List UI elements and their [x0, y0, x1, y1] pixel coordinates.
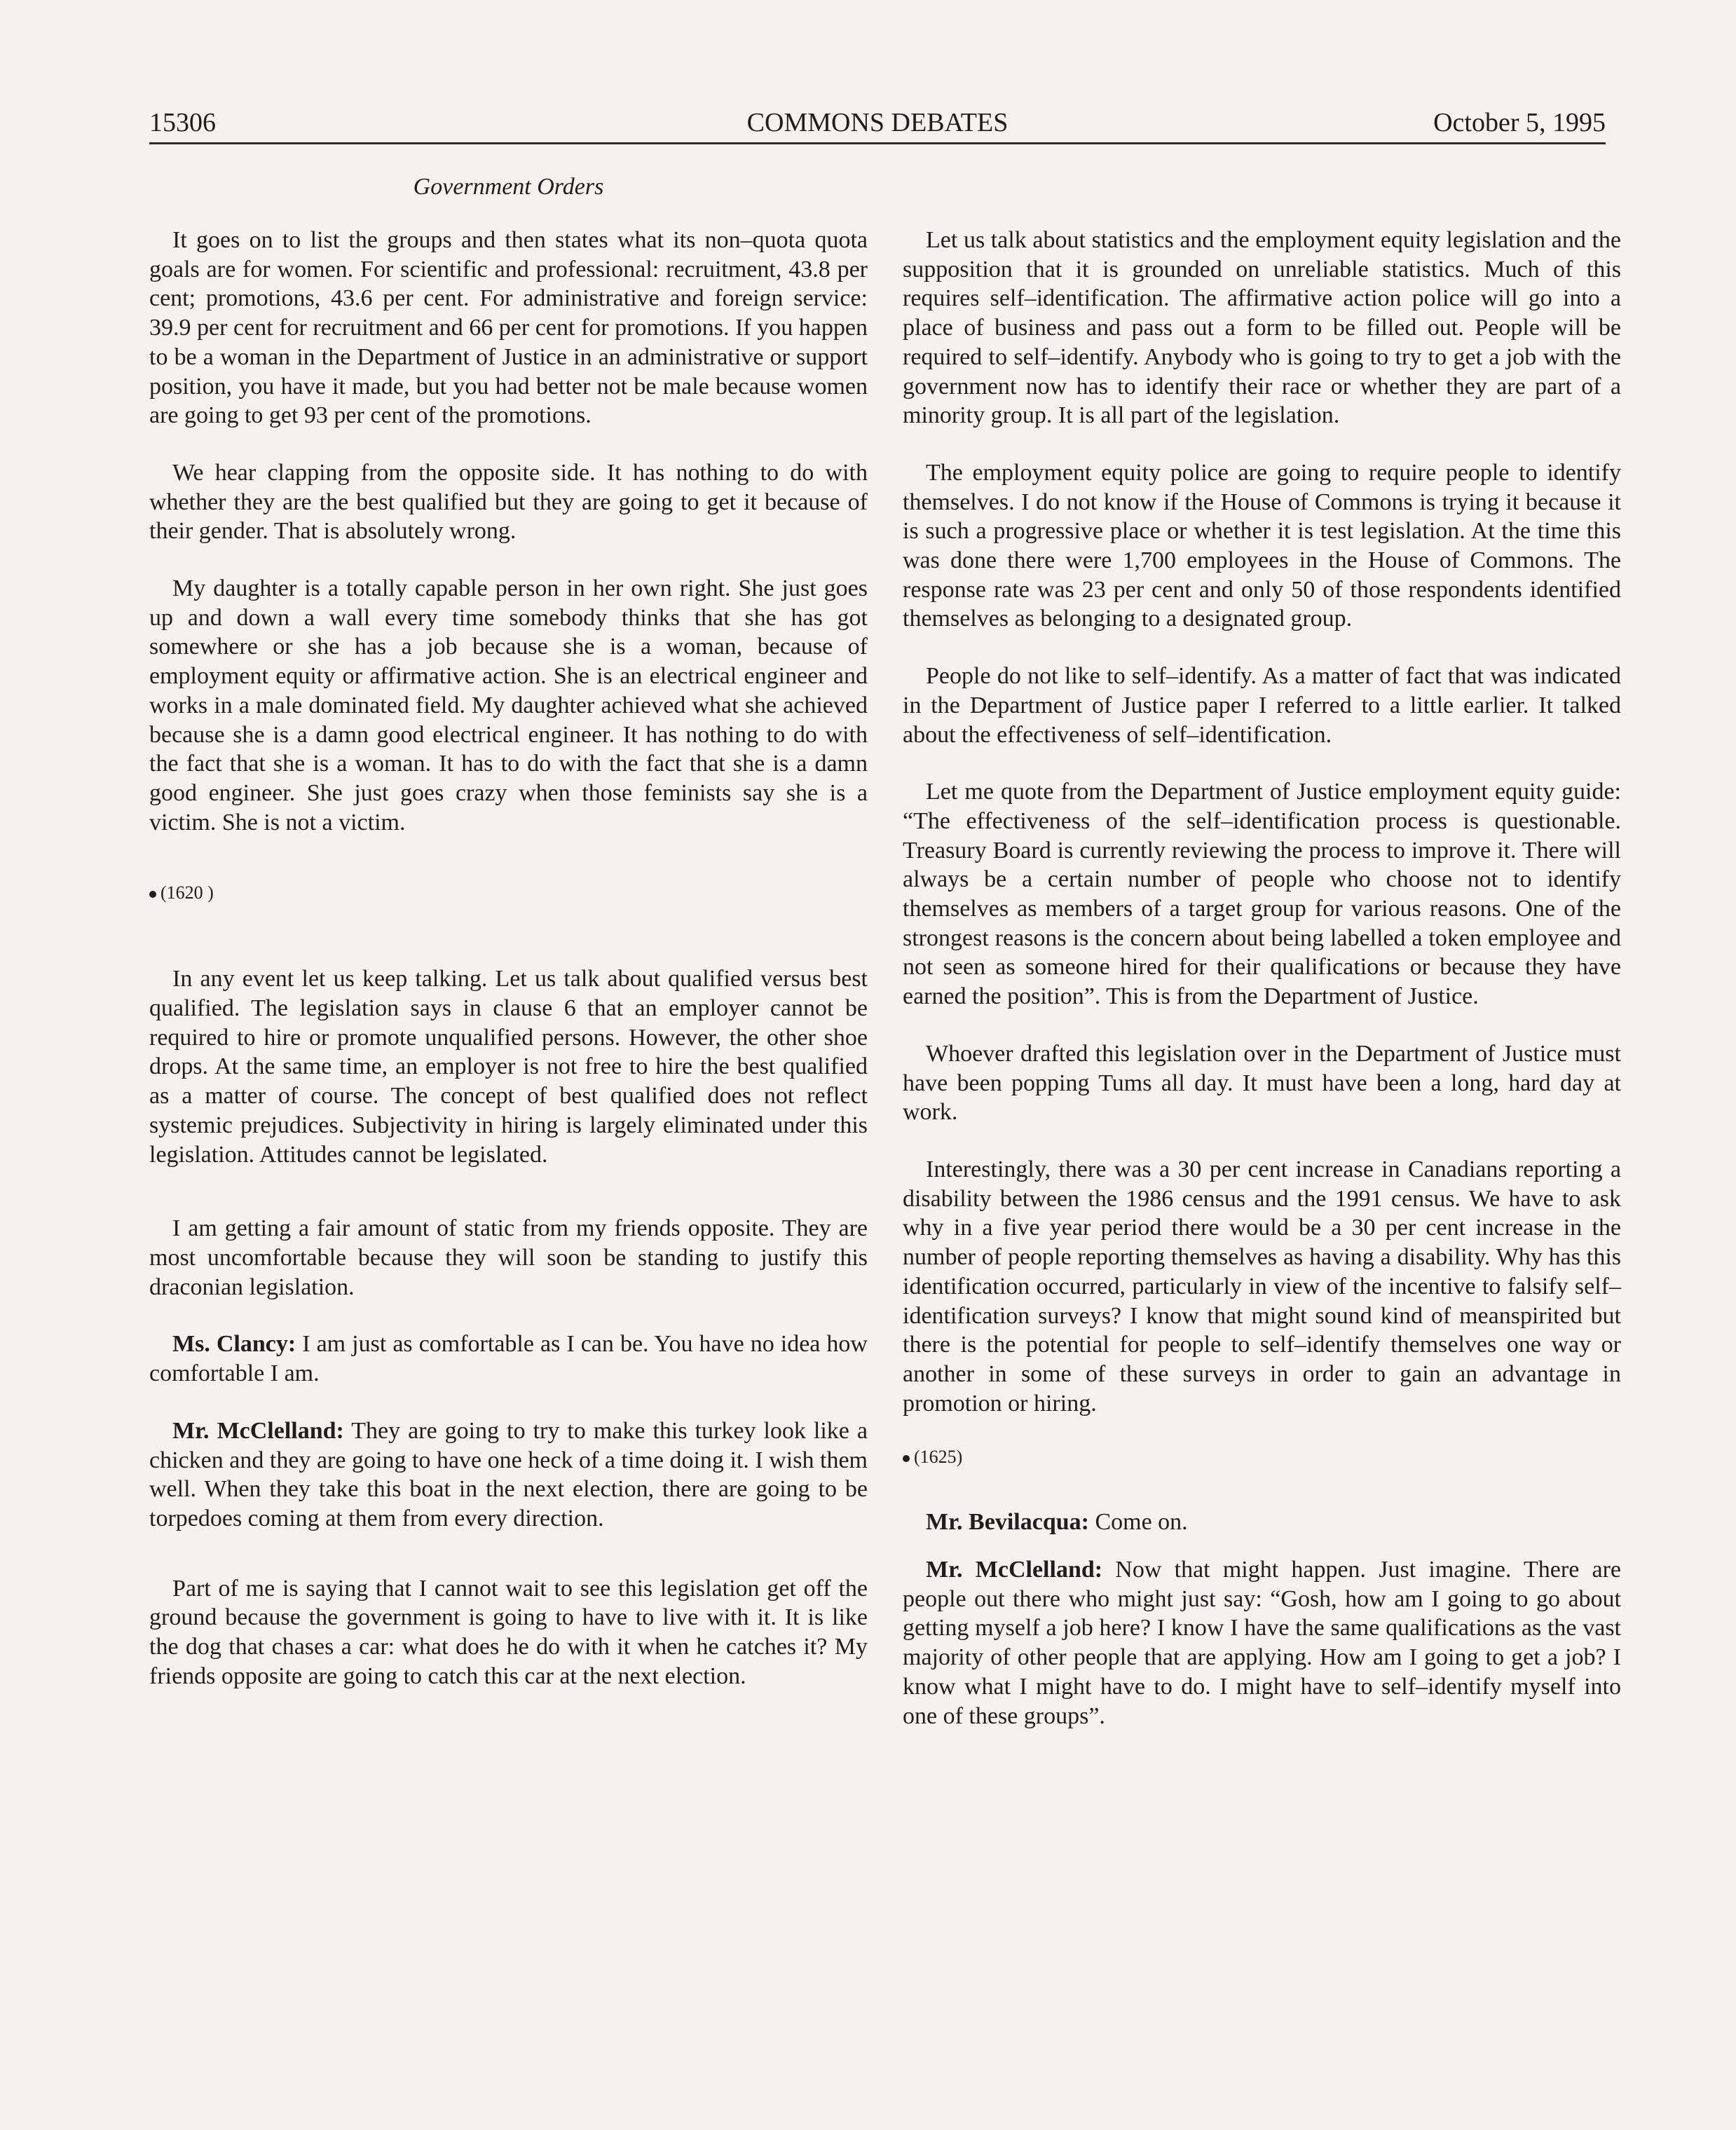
paragraph: We hear clapping from the opposite side. It has nothing to do with whether they are the best qualified but they are going to get it because of their gender. That is absolutely wrong.: [149, 459, 868, 545]
header-rule: [149, 142, 1606, 144]
speech-paragraph: [149, 1330, 868, 1388]
paragraph: Part of me is saying that I cannot wait to see this legislation get off the ground because the government is going to have to live with it. It is like the dog that chases a car: what does he do with it when he catches it? My friends opposite are going to catch this car at the next election.: [149, 1575, 868, 1689]
timestamp: [149, 882, 868, 904]
paragraph: Interestingly, there was a 30 per cent increase in Canadians reporting a disability between the 1986 census and the 1991 census. We have to ask why in a five year period there would be a 30 per cent increase in the number of people reporting themselves as having a disability. Why has this identification occurred, particularly in view of the incentive to falsify self–identification surveys? I know that might sound kind of meanspirited but there is the potential for people to self–identify themselves one way or another in some of these surveys in order to gain an advantage in promotion or hiring.: [903, 1156, 1621, 1416]
speech-paragraph: [903, 1508, 1621, 1537]
paragraph: In any event let us keep talking. Let us talk about qualified versus best qualified. The legislation says in clause 6 that an employer cannot be required to hire or promote unqualified persons. However, the other shoe drops. At the same time, an employer is not free to hire the best qualified as a matter of course. The concept of best qualified does not reflect systemic prejudices. Subjectivity in hiring is largely eliminated under this legislation. Attitudes cannot be legislated.: [149, 966, 868, 1168]
paragraph: I am getting a fair amount of static from my friends opposite. They are most uncomfortable because they will soon be standing to justify this draconian legislation.: [149, 1215, 868, 1300]
paragraph: Let me quote from the Department of Justice employment equity guide: “The effectiveness of the self–identification process is questionable. Treasury Board is currently reviewing the process to improve it. There will always be a certain number of people who choose not to identify themselves as members of a target group for various reasons. One of the strongest reasons is the concern about being labelled a token employee and not seen as someone hired for their qualifications or because they have earned the position”. This is from the Department of Justice.: [903, 779, 1621, 1010]
publication-title: COMMONS DEBATES: [746, 108, 1009, 137]
timestamp: [903, 1446, 1621, 1468]
paragraph: My daughter is a totally capable person in her own right. She just goes up and down a wall every time somebody thinks that she has got somewhere or she has a job because she is a woman, because of employment equity or affirmative action. She is an electrical engineer and works in a male dominated field. My daughter achieved what she achieved because she is a damn good electrical engineer. It has nothing to do with the fact that she is a woman. It has to do with the fact that she is a damn good engineer. She just goes crazy when those feminists say she is a victim. She is not a victim.: [149, 575, 868, 835]
speaker-name: Ms. Clancy:: [172, 1331, 296, 1358]
speech-text: Now that might happen. Just imagine. There are people out there who might just say: “Gosh, how am I going to go about getting myself a job here? I know I have the same qualifications as the vast majority of other people that are applying. How am I going to get a job? I know what I might have to do. I might have to self–identify myself into one of these groups”.: [903, 1557, 1622, 1729]
speech-text: Come on.: [1088, 1509, 1188, 1536]
page-number: 15306: [149, 108, 216, 137]
timestamp-text: (1625): [914, 1447, 963, 1468]
speaker-name: Mr. McClelland:: [172, 1417, 344, 1444]
paragraph: It goes on to list the groups and then states what its non–quota quota goals are for women. For scientific and professional: recruitment, 43.8 per cent; promotions, 43.6 per cent. For administrative and foreign service: 39.9 per cent for recruitment and 66 per cent for promotions. If you happen to be a woman in the Department of Justice in an administrative or support position, you have it made, but you had better not be male because women are going to get 93 per cent of the promotions.: [149, 227, 868, 429]
bullet-icon: [149, 891, 156, 898]
speaker-name: Mr. McClelland:: [926, 1557, 1103, 1583]
paragraph: Whoever drafted this legislation over in the Department of Justice must have been popping Tums all day. It must have been a long, hard day at work.: [903, 1040, 1621, 1126]
speech-paragraph: [903, 1555, 1621, 1730]
paragraph: People do not like to self–identify. As a matter of fact that was indicated in the Department of Justice paper I referred to a little earlier. It talked about the effectiveness of self–identification.: [903, 663, 1621, 748]
paragraph: The employment equity police are going to require people to identify themselves. I do not know if the House of Commons is trying it because it is such a progressive place or whether it is test legislation. At the time this was done there were 1,700 employees in the House of Commons. The response rate was 23 per cent and only 50 of those respondents identified themselves as belonging to a designated group.: [903, 459, 1621, 632]
section-title: Government Orders: [413, 174, 604, 200]
page-header: [149, 102, 1606, 142]
left-column: [149, 226, 868, 1719]
bullet-icon: [903, 1455, 910, 1462]
speaker-name: Mr. Bevilacqua:: [926, 1509, 1089, 1536]
publication-date: October 5, 1995: [1433, 108, 1606, 137]
paragraph: Let us talk about statistics and the employment equity legislation and the supposition that it is grounded on unreliable statistics. Much of this requires self–identification. The affirmative action police will go into a place of business and pass out a form to be filled out. People will be required to self–identify. Anybody who is going to try to get a job with the government now has to identify their race or whether they are part of a minority group. It is all part of the legislation.: [903, 227, 1621, 429]
speech-text: They are going to try to make this turkey look like a chicken and they are going to have one heck of a time doing it. I wish them well. When they take this boat in the next election, there are going to be torpedoes coming at them from every direction.: [149, 1417, 868, 1531]
speech-paragraph: [149, 1416, 868, 1534]
speech-text: I am just as comfortable as I can be. You have no idea how comfortable I am.: [149, 1331, 868, 1387]
right-column: [903, 226, 1621, 1759]
timestamp-text: (1620 ): [160, 882, 214, 903]
